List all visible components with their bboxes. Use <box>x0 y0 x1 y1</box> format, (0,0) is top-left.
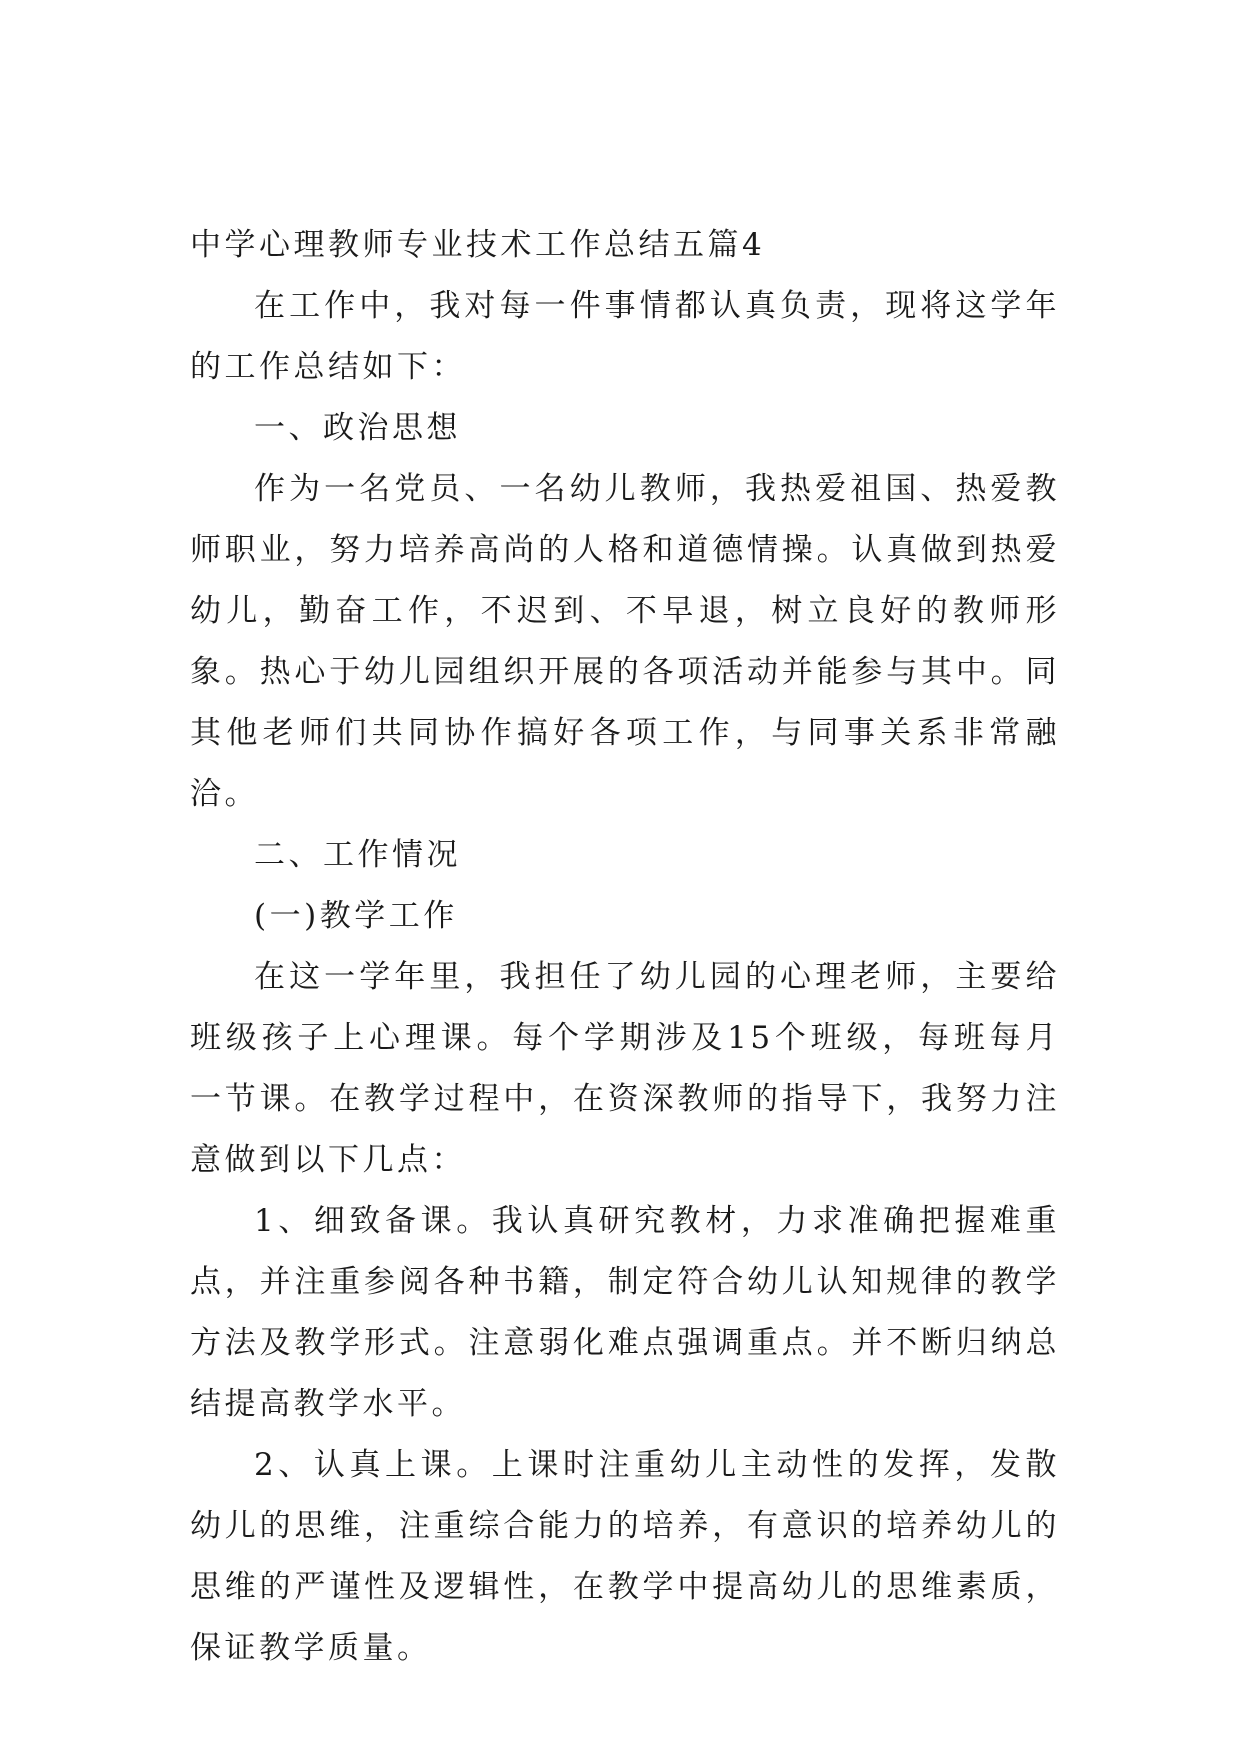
document-body <box>190 215 1060 1679</box>
subsection-heading-teaching: (一)教学工作 <box>254 898 458 934</box>
paragraph-teaching: 在这一学年里，我担任了幼儿园的心理老师，主要给班级孩子上心理课。每个学期涉及15个班级，每班每月一节课。在教学过程中，在资深教师的指导下，我努力注意做到以下几点： <box>190 959 1060 1178</box>
paragraph-politics: 作为一名党员、一名幼儿教师，我热爱祖国、热爱教师职业，努力培养高尚的人格和道德情操。认真做到热爱幼儿，勤奋工作，不迟到、不早退，树立良好的教师形象。热心于幼儿园组织开展的各项活动并能参与其中。同其他老师们共同协作搞好各项工作，与同事关系非常融洽。 <box>190 471 1060 812</box>
paragraph-intro: 在工作中，我对每一件事情都认真负责，现将这学年的工作总结如下： <box>190 288 1060 385</box>
section-heading-politics: 一、政治思想 <box>254 410 461 446</box>
section-heading-work: 二、工作情况 <box>254 837 461 873</box>
list-item-preparation: 1、细致备课。我认真研究教材，力求准确把握难重点，并注重参阅各种书籍，制定符合幼儿认知规律的教学方法及教学形式。注意弱化难点强调重点。并不断归纳总结提高教学水平。 <box>190 1203 1060 1422</box>
document-title: 中学心理教师专业技术工作总结五篇4 <box>190 227 766 263</box>
list-item-lessons: 2、认真上课。上课时注重幼儿主动性的发挥，发散幼儿的思维，注重综合能力的培养，有意识的培养幼儿的思维的严谨性及逻辑性，在教学中提高幼儿的思维素质，保证教学质量。 <box>190 1447 1060 1666</box>
